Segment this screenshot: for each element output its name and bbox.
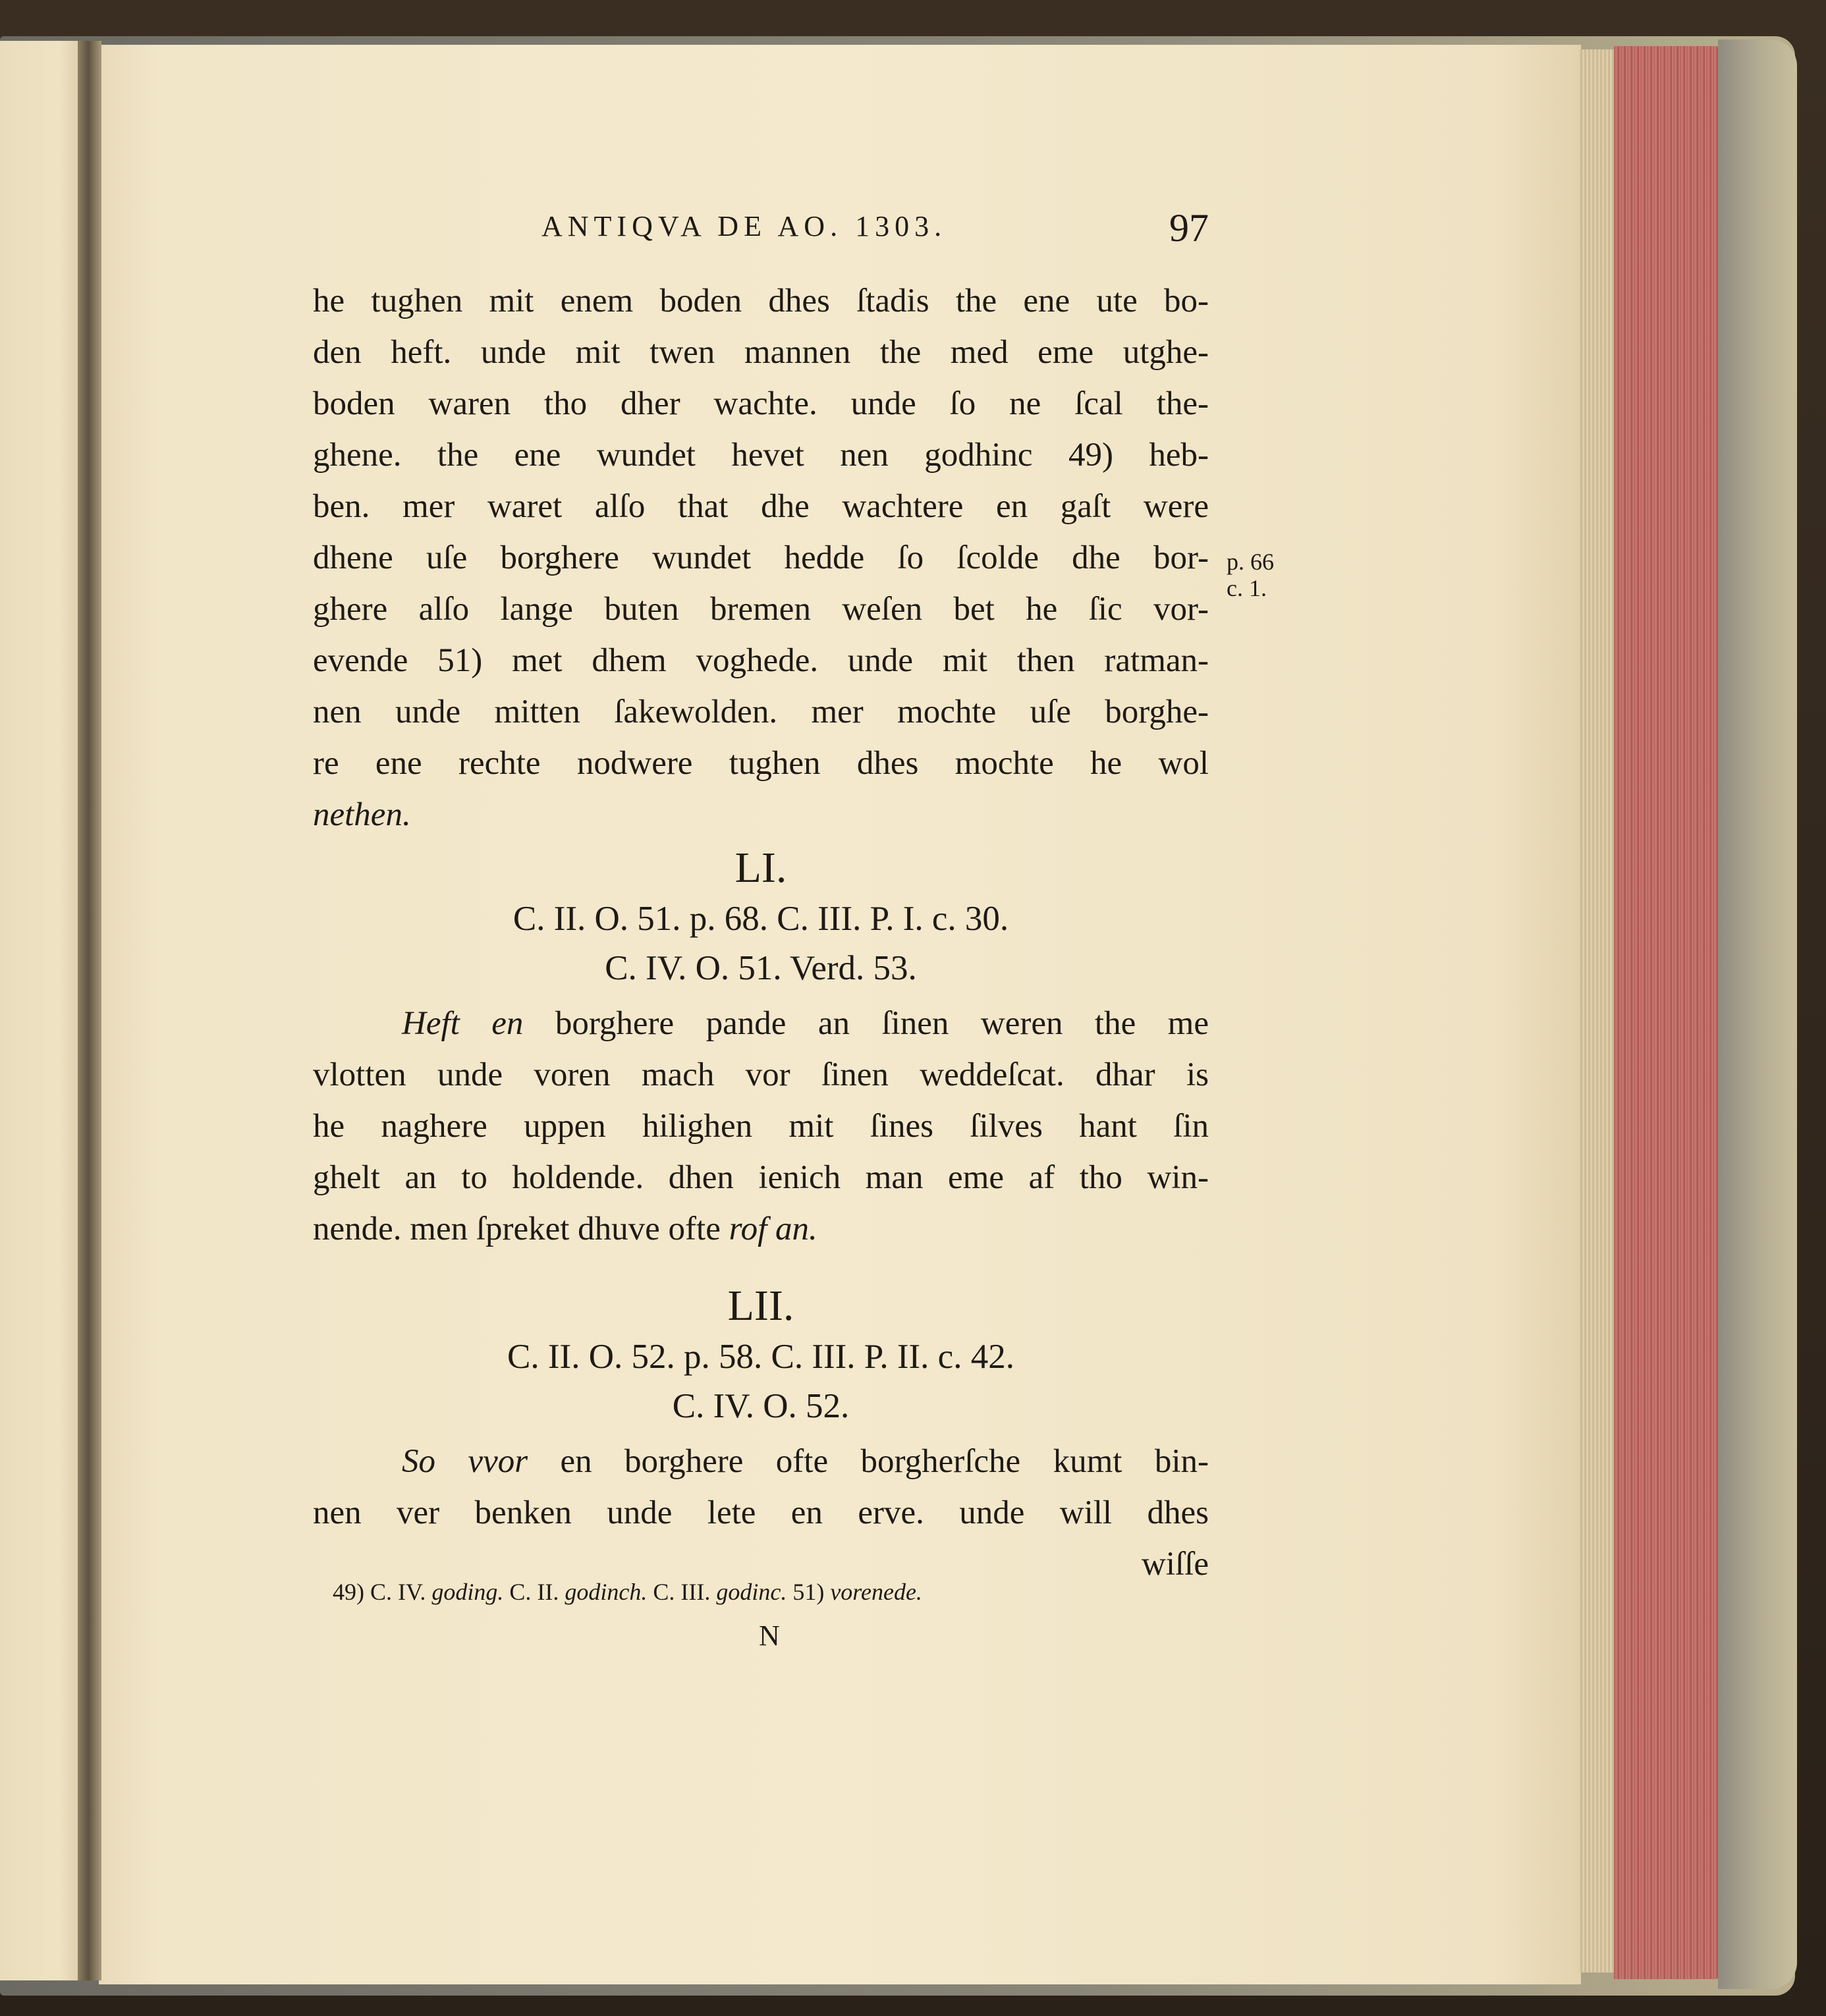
section-52-reference-1: C. II. O. 52. p. 58. C. III. P. II. c. 42. — [507, 1338, 1014, 1376]
text-line — [313, 738, 1209, 789]
page-number: 97 — [1169, 206, 1209, 250]
footnote-run: godinc. — [716, 1579, 787, 1605]
text-line — [313, 1487, 1209, 1539]
text-run: ben. mer waret alſo that dhe wachtere en gaſt were — [313, 488, 1209, 525]
text-line — [313, 532, 1209, 584]
text-line — [313, 429, 1209, 481]
text-run: den heft. unde mit twen mannen the med eme utghe- — [313, 334, 1209, 371]
text-line — [313, 584, 1209, 635]
text-run: vlotten unde voren mach vor ſinen weddeſcat. dhar is — [313, 1056, 1209, 1093]
text-line — [313, 378, 1209, 429]
text-run: en borghere ofte borgherſche kumt bin- — [528, 1443, 1209, 1480]
section-number-51: LI. — [734, 844, 787, 892]
text-line — [313, 1203, 1209, 1255]
cover-edge — [1718, 40, 1797, 1989]
text-line — [313, 635, 1209, 686]
text-run: nen unde mitten ſakewolden. mer mochte uſe borghe- — [313, 694, 1209, 730]
text-run: boden waren tho dher wachte. unde ſo ne ſcal the- — [313, 385, 1209, 422]
footnote-run: goding. — [431, 1579, 504, 1605]
footnote-run: C. II. — [503, 1579, 565, 1605]
text-run: evende 51) met dhem voghede. unde mit then ratman- — [313, 642, 1209, 679]
section-52-reference-2: C. IV. O. 52. — [672, 1387, 850, 1425]
text-line — [313, 481, 1209, 532]
footnote-run: godinch. — [565, 1579, 648, 1605]
text-run: nen ver benken unde lete en erve. unde will dhes — [313, 1494, 1209, 1531]
text-line — [313, 275, 1209, 327]
text-run: ghene. the ene wundet hevet nen godhinc 49) heb- — [313, 437, 1209, 474]
book-gutter — [78, 41, 101, 1980]
text-run: dhene uſe borghere wundet hedde ſo ſcolde dhe bor- — [313, 539, 1209, 576]
text-line — [313, 686, 1209, 738]
footnote-run: C. III. — [647, 1579, 717, 1605]
footnote-run: 51) — [787, 1579, 831, 1605]
section-51-reference-2: C. IV. O. 51. Verd. 53. — [605, 949, 917, 987]
page-stack — [1580, 49, 1614, 1973]
text-run: ghere alſo lange buten bremen weſen bet he ſic vor- — [313, 591, 1209, 628]
text-line — [313, 1152, 1209, 1203]
text-run: So vvor — [402, 1443, 528, 1480]
text-run: re ene rechte nodwere tughen dhes mochte he wol — [313, 745, 1209, 782]
text-line — [313, 1101, 1209, 1152]
text-run: he tughen mit enem boden dhes ſtadis the ene ute bo- — [313, 283, 1209, 319]
margin-note-chapter: c. 1. — [1227, 575, 1267, 601]
margin-note-page: p. 66 — [1227, 549, 1274, 575]
footnote — [333, 1578, 922, 1606]
running-head: ANTIQVA DE AO. 1303. — [541, 210, 947, 242]
text-run: nethen. — [313, 796, 411, 833]
text-run: Heft en — [402, 1005, 524, 1042]
text-line — [313, 998, 1209, 1049]
text-run: nende. men ſpreket dhuve ofte — [313, 1211, 729, 1247]
section-number-52: LII. — [727, 1282, 794, 1330]
text-run: rof an. — [729, 1211, 817, 1247]
footnote-run: vorenede. — [830, 1579, 922, 1605]
text-run: borghere pande an ſinen weren the me — [523, 1005, 1209, 1042]
signature-mark: N — [759, 1620, 780, 1652]
footnote-run: 49) C. IV. — [333, 1579, 432, 1605]
text-run: ghelt an to holdende. dhen ienich man eme af tho win- — [313, 1159, 1209, 1196]
left-page — [0, 41, 84, 1980]
text-run: wiſſe — [1142, 1546, 1209, 1583]
text-line — [313, 789, 1209, 840]
text-line — [313, 1049, 1209, 1101]
section-51-reference-1: C. II. O. 51. p. 68. C. III. P. I. c. 30. — [512, 900, 1009, 938]
text-line — [313, 1436, 1209, 1487]
red-page-edge — [1614, 46, 1719, 1979]
text-run: he naghere uppen hilighen mit ſines ſilves hant ſin — [313, 1108, 1209, 1145]
text-line — [313, 327, 1209, 378]
